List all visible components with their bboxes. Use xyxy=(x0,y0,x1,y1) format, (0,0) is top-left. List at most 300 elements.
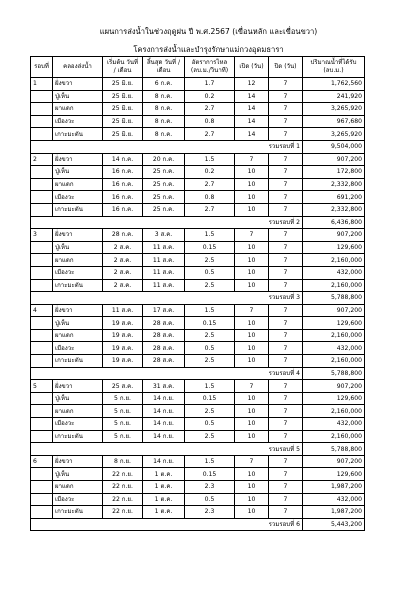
close-days-cell: 7 xyxy=(269,317,303,330)
volume-cell: 2,160,000 xyxy=(303,355,365,368)
round-total-value: 5,443,200 xyxy=(303,518,365,531)
round-total-value: 9,504,000 xyxy=(303,140,365,153)
table-row xyxy=(31,103,365,116)
round-number-cell xyxy=(31,191,53,204)
open-days-cell: 10 xyxy=(235,405,269,418)
end-date-cell: 28 ส.ค. xyxy=(143,317,185,330)
round-total-row xyxy=(31,292,365,305)
table-row xyxy=(31,468,365,481)
table-row xyxy=(31,178,365,191)
volume-cell: 1,762,560 xyxy=(303,78,365,91)
end-date-cell: 1 ต.ค. xyxy=(143,506,185,519)
end-date-cell: 14 ก.ย. xyxy=(143,430,185,443)
start-date-cell: 2 ส.ค. xyxy=(103,279,143,292)
header-round: รอบที่ xyxy=(31,57,53,78)
header-open: เปิด (วัน) xyxy=(235,57,269,78)
table-row xyxy=(31,342,365,355)
canal-cell: ปู่เห็น xyxy=(53,166,103,179)
canal-cell: ฝั่งขวา xyxy=(53,153,103,166)
round-number-cell xyxy=(31,430,53,443)
close-days-cell: 7 xyxy=(269,329,303,342)
flow-rate-cell: 1.5 xyxy=(185,153,235,166)
round-total-value: 5,788,800 xyxy=(303,367,365,380)
close-days-cell: 7 xyxy=(269,166,303,179)
flow-rate-cell: 1.5 xyxy=(185,380,235,393)
round-number-cell xyxy=(31,342,53,355)
open-days-cell: 7 xyxy=(235,229,269,242)
round-total-label: รวมรอบที่ 4 xyxy=(31,367,303,380)
canal-cell: ปู่เห็น xyxy=(53,468,103,481)
end-date-cell: 11 ส.ค. xyxy=(143,266,185,279)
open-days-cell: 10 xyxy=(235,430,269,443)
end-date-cell: 25 ก.ค. xyxy=(143,203,185,216)
end-date-cell: 31 ส.ค. xyxy=(143,380,185,393)
volume-cell: 2,332,800 xyxy=(303,178,365,191)
canal-cell: เกาะมะตัน xyxy=(53,506,103,519)
flow-rate-cell: 0.5 xyxy=(185,266,235,279)
volume-cell: 432,000 xyxy=(303,493,365,506)
flow-rate-cell: 2.7 xyxy=(185,178,235,191)
open-days-cell: 12 xyxy=(235,78,269,91)
round-number-cell xyxy=(31,203,53,216)
round-total-row xyxy=(31,140,365,153)
round-total-row xyxy=(31,443,365,456)
table-row xyxy=(31,128,365,141)
end-date-cell: 14 ก.ย. xyxy=(143,418,185,431)
table-row xyxy=(31,115,365,128)
open-days-cell: 14 xyxy=(235,90,269,103)
open-days-cell: 14 xyxy=(235,115,269,128)
flow-rate-cell: 1.7 xyxy=(185,78,235,91)
end-date-cell: 8 ก.ค. xyxy=(143,103,185,116)
end-date-cell: 14 ก.ย. xyxy=(143,455,185,468)
volume-cell: 3,265,920 xyxy=(303,128,365,141)
end-date-cell: 8 ก.ค. xyxy=(143,128,185,141)
canal-cell: ผาแดก xyxy=(53,405,103,418)
header-flow: อัตราการไหล (ลบ.ม./วินาที) xyxy=(185,57,235,78)
round-number-cell xyxy=(31,266,53,279)
round-total-label: รวมรอบที่ 1 xyxy=(31,140,303,153)
canal-cell: เมืองวะ xyxy=(53,115,103,128)
round-number-cell xyxy=(31,166,53,179)
header-end: สิ้นสุด วันที่ / เดือน xyxy=(143,57,185,78)
round-number-cell xyxy=(31,355,53,368)
volume-cell: 129,600 xyxy=(303,317,365,330)
end-date-cell: 25 ก.ค. xyxy=(143,178,185,191)
canal-cell: ฝั่งขวา xyxy=(53,229,103,242)
open-days-cell: 10 xyxy=(235,329,269,342)
round-number-cell: 6 xyxy=(31,455,53,468)
canal-cell: ฝั่งขวา xyxy=(53,380,103,393)
close-days-cell: 7 xyxy=(269,241,303,254)
flow-rate-cell: 2.7 xyxy=(185,128,235,141)
open-days-cell: 7 xyxy=(235,153,269,166)
start-date-cell: 19 ส.ค. xyxy=(103,342,143,355)
flow-rate-cell: 0.15 xyxy=(185,241,235,254)
round-number-cell xyxy=(31,90,53,103)
close-days-cell: 7 xyxy=(269,342,303,355)
canal-cell: ปู่เห็น xyxy=(53,241,103,254)
volume-cell: 2,332,800 xyxy=(303,203,365,216)
start-date-cell: 5 ก.ย. xyxy=(103,418,143,431)
table-body xyxy=(31,78,365,531)
round-number-cell: 5 xyxy=(31,380,53,393)
end-date-cell: 25 ก.ค. xyxy=(143,166,185,179)
close-days-cell: 7 xyxy=(269,266,303,279)
table-row xyxy=(31,405,365,418)
table-row xyxy=(31,266,365,279)
table-row xyxy=(31,279,365,292)
close-days-cell: 7 xyxy=(269,191,303,204)
round-total-value: 5,788,800 xyxy=(303,292,365,305)
volume-cell: 1,987,200 xyxy=(303,481,365,494)
close-days-cell: 7 xyxy=(269,229,303,242)
start-date-cell: 22 ก.ย. xyxy=(103,481,143,494)
table-row xyxy=(31,481,365,494)
close-days-cell: 7 xyxy=(269,78,303,91)
close-days-cell: 7 xyxy=(269,254,303,267)
table-row xyxy=(31,506,365,519)
open-days-cell: 10 xyxy=(235,392,269,405)
start-date-cell: 2 ส.ค. xyxy=(103,254,143,267)
flow-rate-cell: 2.5 xyxy=(185,279,235,292)
round-total-label: รวมรอบที่ 5 xyxy=(31,443,303,456)
volume-cell: 1,987,200 xyxy=(303,506,365,519)
open-days-cell: 10 xyxy=(235,254,269,267)
table-row xyxy=(31,304,365,317)
volume-cell: 907,200 xyxy=(303,304,365,317)
flow-rate-cell: 0.5 xyxy=(185,493,235,506)
flow-rate-cell: 0.5 xyxy=(185,342,235,355)
end-date-cell: 1 ต.ค. xyxy=(143,468,185,481)
open-days-cell: 10 xyxy=(235,468,269,481)
start-date-cell: 11 ส.ค. xyxy=(103,304,143,317)
round-total-label: รวมรอบที่ 6 xyxy=(31,518,303,531)
flow-rate-cell: 2.5 xyxy=(185,355,235,368)
volume-cell: 2,160,000 xyxy=(303,329,365,342)
round-number-cell xyxy=(31,254,53,267)
open-days-cell: 10 xyxy=(235,418,269,431)
volume-cell: 907,200 xyxy=(303,153,365,166)
open-days-cell: 10 xyxy=(235,481,269,494)
close-days-cell: 7 xyxy=(269,355,303,368)
volume-cell: 129,600 xyxy=(303,392,365,405)
table-row xyxy=(31,90,365,103)
close-days-cell: 7 xyxy=(269,493,303,506)
round-number-cell xyxy=(31,279,53,292)
flow-rate-cell: 0.15 xyxy=(185,317,235,330)
start-date-cell: 22 ก.ย. xyxy=(103,493,143,506)
header-close: ปิด (วัน) xyxy=(269,57,303,78)
end-date-cell: 28 ส.ค. xyxy=(143,329,185,342)
table-row xyxy=(31,317,365,330)
round-number-cell: 4 xyxy=(31,304,53,317)
end-date-cell: 14 ก.ย. xyxy=(143,405,185,418)
volume-cell: 432,000 xyxy=(303,266,365,279)
canal-cell: เมืองวะ xyxy=(53,342,103,355)
volume-cell: 241,920 xyxy=(303,90,365,103)
round-total-row xyxy=(31,518,365,531)
round-total-value: 6,436,800 xyxy=(303,216,365,229)
close-days-cell: 7 xyxy=(269,115,303,128)
volume-cell: 3,265,920 xyxy=(303,103,365,116)
close-days-cell: 7 xyxy=(269,392,303,405)
round-number-cell xyxy=(31,481,53,494)
canal-cell: ผาแดก xyxy=(53,103,103,116)
start-date-cell: 25 มิ.ย. xyxy=(103,90,143,103)
close-days-cell: 7 xyxy=(269,178,303,191)
open-days-cell: 7 xyxy=(235,380,269,393)
close-days-cell: 7 xyxy=(269,103,303,116)
open-days-cell: 10 xyxy=(235,342,269,355)
close-days-cell: 7 xyxy=(269,304,303,317)
end-date-cell: 11 ส.ค. xyxy=(143,279,185,292)
canal-cell: เกาะมะตัน xyxy=(53,430,103,443)
start-date-cell: 22 ก.ย. xyxy=(103,468,143,481)
flow-rate-cell: 0.5 xyxy=(185,418,235,431)
table-row xyxy=(31,493,365,506)
start-date-cell: 19 ส.ค. xyxy=(103,317,143,330)
volume-cell: 967,680 xyxy=(303,115,365,128)
canal-cell: เมืองวะ xyxy=(53,493,103,506)
table-row xyxy=(31,191,365,204)
start-date-cell: 25 มิ.ย. xyxy=(103,78,143,91)
start-date-cell: 19 ส.ค. xyxy=(103,355,143,368)
table-row xyxy=(31,229,365,242)
table-row xyxy=(31,380,365,393)
start-date-cell: 25 ส.ค. xyxy=(103,380,143,393)
start-date-cell: 2 ส.ค. xyxy=(103,266,143,279)
open-days-cell: 10 xyxy=(235,266,269,279)
end-date-cell: 3 ส.ค. xyxy=(143,229,185,242)
volume-cell: 691,200 xyxy=(303,191,365,204)
volume-cell: 172,800 xyxy=(303,166,365,179)
start-date-cell: 19 ส.ค. xyxy=(103,329,143,342)
document-title: แผนการส่งน้ำในช่วงฤดูฝน ปี พ.ศ.2567 (เขื่อนหลัก และเขื่อนขวา) xyxy=(99,27,318,36)
end-date-cell: 28 ส.ค. xyxy=(143,342,185,355)
flow-rate-cell: 0.2 xyxy=(185,166,235,179)
canal-cell: ผาแดก xyxy=(53,329,103,342)
canal-cell: ผาแดก xyxy=(53,254,103,267)
start-date-cell: 5 ก.ย. xyxy=(103,392,143,405)
flow-rate-cell: 0.15 xyxy=(185,468,235,481)
round-number-cell xyxy=(31,418,53,431)
round-number-cell xyxy=(31,128,53,141)
close-days-cell: 7 xyxy=(269,481,303,494)
canal-cell: ปู่เห็น xyxy=(53,392,103,405)
table-row xyxy=(31,153,365,166)
close-days-cell: 7 xyxy=(269,153,303,166)
volume-cell: 2,160,000 xyxy=(303,254,365,267)
close-days-cell: 7 xyxy=(269,203,303,216)
canal-cell: ผาแดก xyxy=(53,178,103,191)
flow-rate-cell: 2.5 xyxy=(185,430,235,443)
flow-rate-cell: 0.8 xyxy=(185,191,235,204)
open-days-cell: 10 xyxy=(235,279,269,292)
volume-cell: 2,160,000 xyxy=(303,430,365,443)
start-date-cell: 2 ส.ค. xyxy=(103,241,143,254)
close-days-cell: 7 xyxy=(269,405,303,418)
header-volume: ปริมาณน้ำที่ได้รับ (ลบ.ม.) xyxy=(303,57,365,78)
close-days-cell: 7 xyxy=(269,128,303,141)
end-date-cell: 25 ก.ค. xyxy=(143,191,185,204)
volume-cell: 907,200 xyxy=(303,455,365,468)
round-total-row xyxy=(31,216,365,229)
round-number-cell xyxy=(31,329,53,342)
start-date-cell: 28 ก.ค. xyxy=(103,229,143,242)
round-total-label: รวมรอบที่ 2 xyxy=(31,216,303,229)
round-number-cell xyxy=(31,317,53,330)
round-number-cell xyxy=(31,493,53,506)
water-schedule-table xyxy=(30,56,365,531)
round-number-cell xyxy=(31,115,53,128)
round-number-cell xyxy=(31,468,53,481)
start-date-cell: 25 มิ.ย. xyxy=(103,115,143,128)
start-date-cell: 14 ก.ค. xyxy=(103,153,143,166)
canal-cell: ผาแดก xyxy=(53,481,103,494)
table-row xyxy=(31,241,365,254)
table-row xyxy=(31,166,365,179)
canal-cell: เมืองวะ xyxy=(53,191,103,204)
round-total-value: 5,788,800 xyxy=(303,443,365,456)
close-days-cell: 7 xyxy=(269,468,303,481)
close-days-cell: 7 xyxy=(269,418,303,431)
table-row xyxy=(31,418,365,431)
table-row xyxy=(31,455,365,468)
round-number-cell: 3 xyxy=(31,229,53,242)
canal-cell: ปู่เห็น xyxy=(53,90,103,103)
start-date-cell: 22 ก.ย. xyxy=(103,506,143,519)
end-date-cell: 1 ต.ค. xyxy=(143,493,185,506)
round-total-label: รวมรอบที่ 3 xyxy=(31,292,303,305)
start-date-cell: 25 มิ.ย. xyxy=(103,103,143,116)
flow-rate-cell: 1.5 xyxy=(185,304,235,317)
flow-rate-cell: 2.3 xyxy=(185,481,235,494)
flow-rate-cell: 2.5 xyxy=(185,405,235,418)
round-number-cell xyxy=(31,506,53,519)
volume-cell: 129,600 xyxy=(303,468,365,481)
round-number-cell xyxy=(31,405,53,418)
volume-cell: 2,160,000 xyxy=(303,279,365,292)
flow-rate-cell: 1.5 xyxy=(185,455,235,468)
end-date-cell: 11 ส.ค. xyxy=(143,241,185,254)
volume-cell: 432,000 xyxy=(303,342,365,355)
close-days-cell: 7 xyxy=(269,506,303,519)
start-date-cell: 5 ก.ย. xyxy=(103,405,143,418)
round-number-cell xyxy=(31,241,53,254)
round-number-cell: 2 xyxy=(31,153,53,166)
canal-cell: เกาะมะตัน xyxy=(53,279,103,292)
round-number-cell xyxy=(31,103,53,116)
open-days-cell: 10 xyxy=(235,191,269,204)
end-date-cell: 8 ก.ค. xyxy=(143,90,185,103)
header-start: เริ่มต้น วันที่ / เดือน xyxy=(103,57,143,78)
round-number-cell xyxy=(31,392,53,405)
document-subtitle: โครงการส่งน้ำและบำรุงรักษาแม่กวงอุดมธารา xyxy=(133,45,284,54)
flow-rate-cell: 2.5 xyxy=(185,254,235,267)
volume-cell: 907,200 xyxy=(303,380,365,393)
open-days-cell: 14 xyxy=(235,128,269,141)
start-date-cell: 8 ก.ย. xyxy=(103,455,143,468)
close-days-cell: 7 xyxy=(269,430,303,443)
flow-rate-cell: 1.5 xyxy=(185,229,235,242)
volume-cell: 2,160,000 xyxy=(303,405,365,418)
round-number-cell: 1 xyxy=(31,78,53,91)
end-date-cell: 1 ต.ค. xyxy=(143,481,185,494)
flow-rate-cell: 2.7 xyxy=(185,203,235,216)
open-days-cell: 10 xyxy=(235,355,269,368)
open-days-cell: 7 xyxy=(235,304,269,317)
table-header-row xyxy=(31,57,365,78)
close-days-cell: 7 xyxy=(269,279,303,292)
flow-rate-cell: 0.8 xyxy=(185,115,235,128)
volume-cell: 129,600 xyxy=(303,241,365,254)
start-date-cell: 16 ก.ค. xyxy=(103,203,143,216)
canal-cell: เกาะมะตัน xyxy=(53,128,103,141)
flow-rate-cell: 2.5 xyxy=(185,329,235,342)
open-days-cell: 10 xyxy=(235,317,269,330)
table-row xyxy=(31,355,365,368)
open-days-cell: 14 xyxy=(235,103,269,116)
canal-cell: ฝั่งขวา xyxy=(53,304,103,317)
canal-cell: ฝั่งขวา xyxy=(53,455,103,468)
open-days-cell: 10 xyxy=(235,166,269,179)
round-number-cell xyxy=(31,178,53,191)
close-days-cell: 7 xyxy=(269,90,303,103)
flow-rate-cell: 0.15 xyxy=(185,392,235,405)
start-date-cell: 5 ก.ย. xyxy=(103,430,143,443)
volume-cell: 907,200 xyxy=(303,229,365,242)
end-date-cell: 14 ก.ย. xyxy=(143,392,185,405)
canal-cell: เมืองวะ xyxy=(53,266,103,279)
canal-cell: ปู่เห็น xyxy=(53,317,103,330)
table-row xyxy=(31,254,365,267)
start-date-cell: 25 มิ.ย. xyxy=(103,128,143,141)
open-days-cell: 10 xyxy=(235,203,269,216)
open-days-cell: 10 xyxy=(235,178,269,191)
canal-cell: ฝั่งขวา xyxy=(53,78,103,91)
table-row xyxy=(31,430,365,443)
end-date-cell: 11 ส.ค. xyxy=(143,254,185,267)
end-date-cell: 28 ส.ค. xyxy=(143,355,185,368)
open-days-cell: 7 xyxy=(235,455,269,468)
end-date-cell: 17 ส.ค. xyxy=(143,304,185,317)
close-days-cell: 7 xyxy=(269,380,303,393)
start-date-cell: 16 ก.ค. xyxy=(103,191,143,204)
start-date-cell: 16 ก.ค. xyxy=(103,178,143,191)
end-date-cell: 20 ก.ค. xyxy=(143,153,185,166)
flow-rate-cell: 0.2 xyxy=(185,90,235,103)
table-row xyxy=(31,392,365,405)
canal-cell: เกาะมะตัน xyxy=(53,203,103,216)
table-row xyxy=(31,203,365,216)
close-days-cell: 7 xyxy=(269,455,303,468)
flow-rate-cell: 2.3 xyxy=(185,506,235,519)
round-total-row xyxy=(31,367,365,380)
end-date-cell: 8 ก.ค. xyxy=(143,115,185,128)
volume-cell: 432,000 xyxy=(303,418,365,431)
canal-cell: เมืองวะ xyxy=(53,418,103,431)
open-days-cell: 10 xyxy=(235,493,269,506)
open-days-cell: 10 xyxy=(235,506,269,519)
start-date-cell: 16 ก.ค. xyxy=(103,166,143,179)
table-row xyxy=(31,329,365,342)
header-canal: คลองส่งน้ำ xyxy=(53,57,103,78)
table-row xyxy=(31,78,365,91)
canal-cell: เกาะมะตัน xyxy=(53,355,103,368)
open-days-cell: 10 xyxy=(235,241,269,254)
end-date-cell: 6 ก.ค. xyxy=(143,78,185,91)
